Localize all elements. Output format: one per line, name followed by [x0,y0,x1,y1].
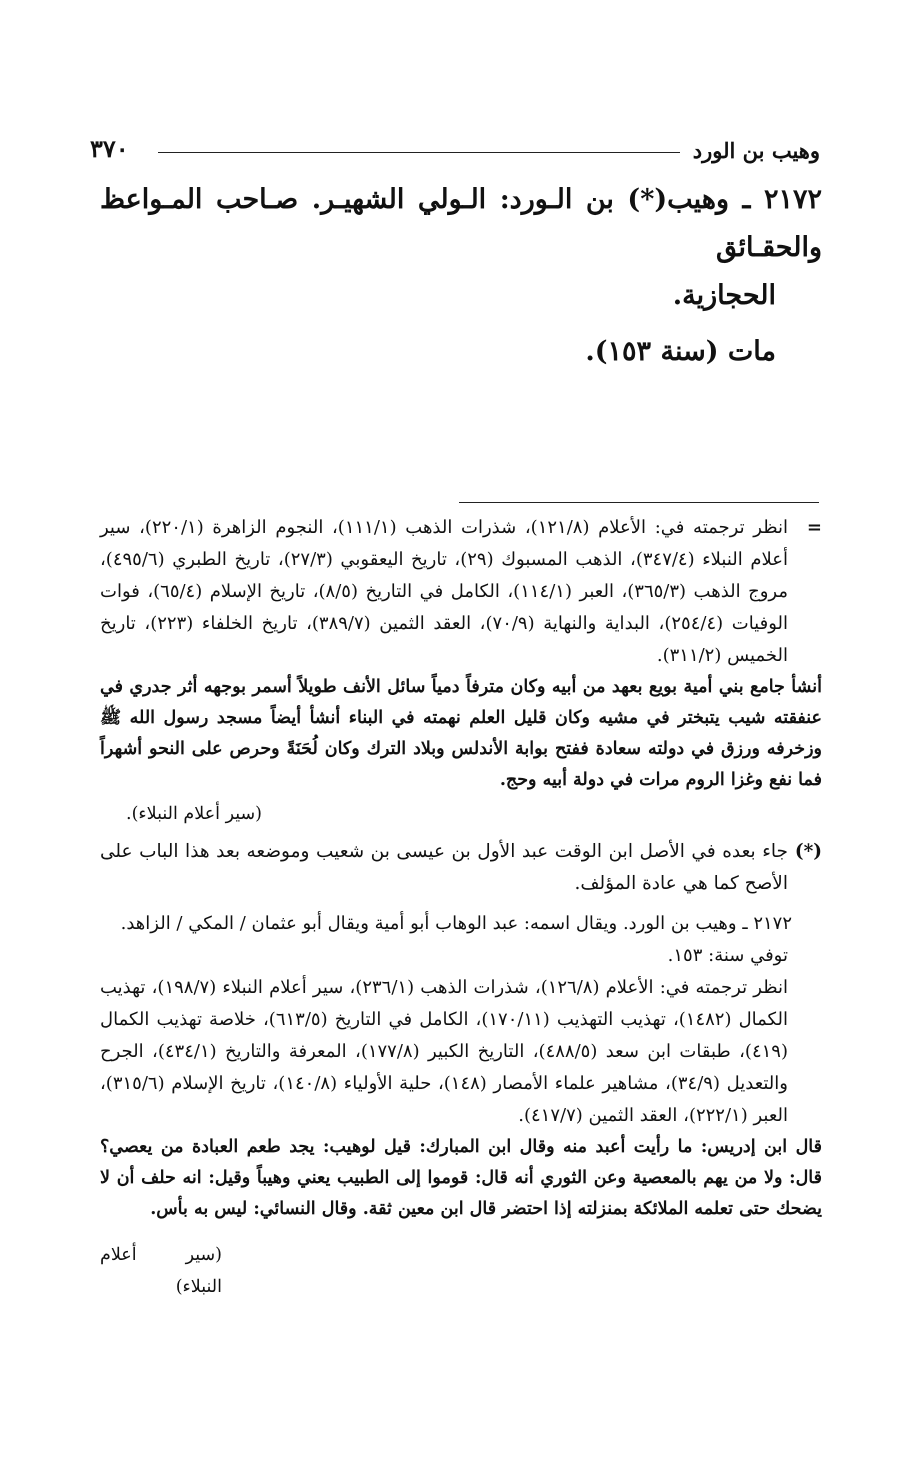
asterisk-marker: (*) [794,841,822,862]
asterisk-note-text: جاء بعده في الأصل ابن الوقت عبد الأول بن عيسى بن شعيب وموضعه بعد هذا الباب على الأصح كما هي عادة المؤلف. [100,841,788,894]
second-entry-biography: قال ابن إدريس: ما رأيت أعبد منه وقال ابن المبارك: قيل لوهيب: يجد طعم العبادة من يعصي؟ قال: ولا من يهم بالمعصية وعن الثوري أنه قال: قوموا إلى الطبيب يعني وهيباً وقيل: انه حلف أن لا يضحك حتى تعلمه الملائكة بمنزلته إذا احتضر قال ابن معين ثقة. وقال النسائي: ليس به بأس. [100,1137,822,1219]
running-title: وهيب بن الورد [692,138,820,163]
page-number: ٣٧٠ [90,134,129,163]
entry-death-line: مات (سنة ١٥٣). [585,336,776,367]
continuation-marker: = [806,517,822,538]
asterisk-note [100,836,822,900]
footnote-source: (سير أعلام النبلاء). [126,804,262,824]
second-entry-source: (سير أعلام النبلاء) [100,1245,222,1297]
second-entry-heading: ٢١٧٢ ـ وهيب بن الورد. ويقال اسمه: عبد الوهاب أبو أمية ويقال أبو عثمان / المكي / الزاهد. [120,913,792,934]
page-header [90,134,820,168]
second-entry-references: انظر ترجمته في: الأعلام (١٢٦/٨)، شذرات الذهب (٢٣٦/١)، سير أعلام النبلاء (١٩٨/٧)، تهذيب الكمال (١٤٨٢)، تهذيب التهذيب (١٧٠/١١)، الكامل في التاريخ (٦١٣/٥)، خلاصة تهذيب الكمال (٤١٩)، طبقات ابن سعد (٤٨٨/٥)، التاريخ الكبير (١٧٧/٨)، المعرفة والتاريخ (٤٣٤/١)، الجرح والتعديل (٣٤/٩)، مشاهير علماء الأمصار (١٤٨)، حلية الأولياء (١٤٠/٨)، تاريخ الإسلام (٣١٥/٦)، العبر (٢٢٢/١)، العقد الثمين (٤١٧/٧). [100,977,788,1126]
continued-footnote [100,512,822,672]
second-entry-death: توفي سنة: ١٥٣. [667,945,788,966]
entry-line-2: الحجازية. [672,280,776,311]
header-rule [158,152,680,153]
footnotes [100,512,822,1303]
footnote-rule [459,502,819,503]
footnote-references: انظر ترجمته في: الأعلام (١٢١/٨)، شذرات الذهب (١١١/١)، النجوم الزاهرة (٢٢٠/١)، سير أعلام النبلاء (٣٤٧/٤)، الذهب المسبوك (٢٩)، تاريخ اليعقوبي (٢٧/٣)، تاريخ الطبري (٤٩٥/٦)، مروج الذهب (٣٦٥/٣)، العبر (١١٤/١)، الكامل في التاريخ (٨/٥)، تاريخ الإسلام (٦٥/٤)، فوات الوفيات (٢٥٤/٤)، البداية والنهاية (٧٠/٩)، العقد الثمين (٣٨٩/٧)، تاريخ الخلفاء (٢٢٣)، تاريخ الخميس (٣١١/٢). [100,517,789,666]
entry-line-1: ٢١٧٢ ـ وهيب(*) بن الـورد: الـولي الشهيـر. صـاحب المـواعظ والحقـائق [100,184,822,263]
footnote-biography: أنشأ جامع بني أمية بويع بعهد من أبيه وكان مترفاً دمياً سائل الأنف طويلاً أسمر بوجهه أثر جدري في عنفقته شيب يتبختر في مشيه وكان قليل العلم نهمته في البناء أنشأ أيضاً مسجد رسول الله ﷺ وزخرفه ورزق في دولته سعادة ففتح بوابة الأندلس وبلاد الترك وكان لُحَنَةً وحرص على النحو أشهراً فما نفع وغزا الروم مرات في دولة أبيه وحج. [100,677,822,790]
second-entry [100,908,822,1303]
main-entry [100,176,822,376]
